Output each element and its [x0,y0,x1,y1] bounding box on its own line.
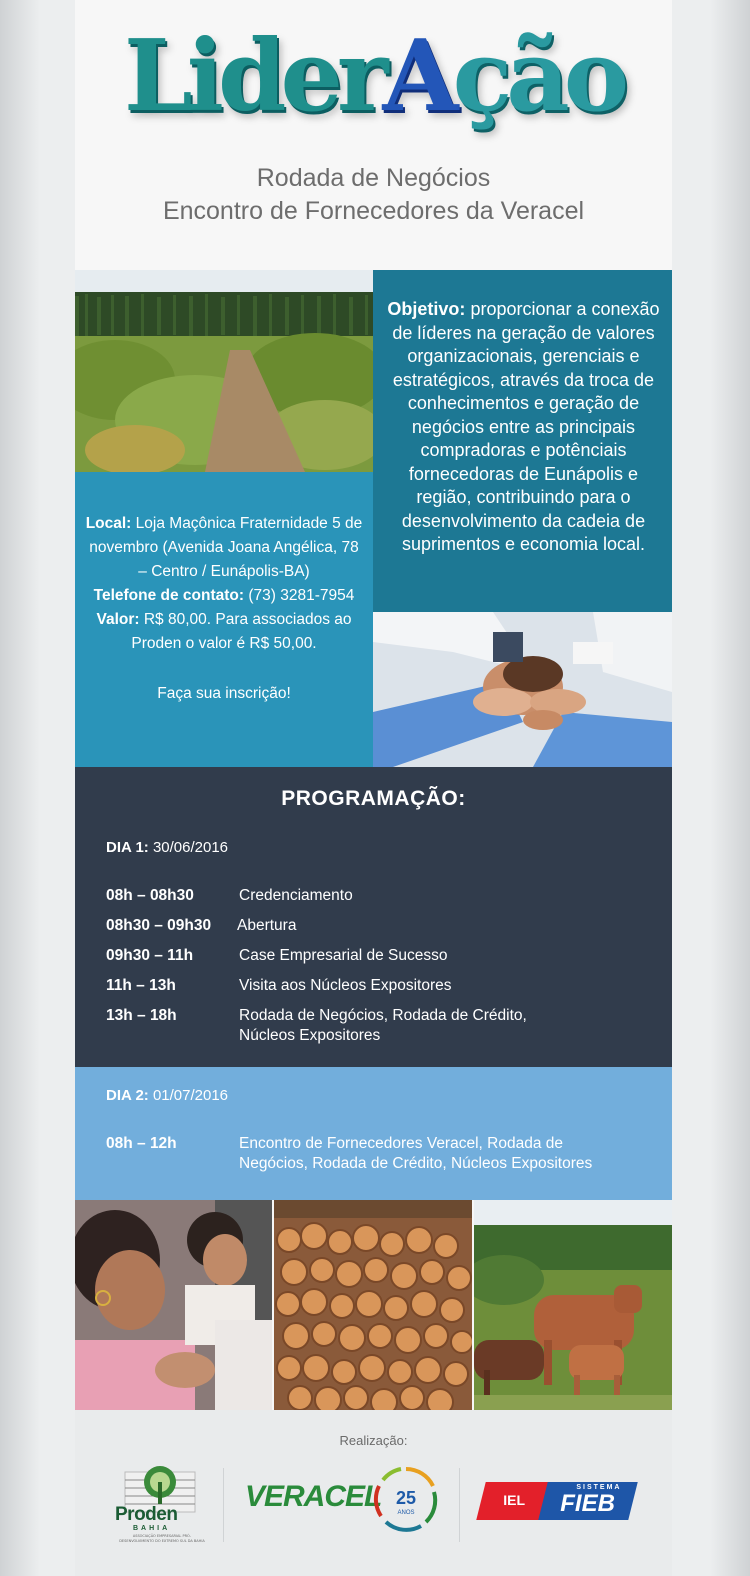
schedule-time: 08h – 08h30 [106,887,194,904]
schedule-time: 13h – 18h [106,1007,177,1024]
divider [223,1468,224,1542]
local-info-box [75,472,373,767]
day-2-date: 01/07/2016 [148,1087,229,1104]
flyer [75,0,672,1576]
phone-number: (73) 3281-7954 [244,587,355,604]
realizacao-label: Realização: [339,1433,408,1448]
subtitle-line-2: Encontro de Fornecedores da Veracel [162,197,585,225]
day-2-section [75,1067,672,1200]
schedule-time: 11h – 13h [106,977,176,994]
proden-tagline: ASSOCIAÇÃO EMPRESARIAL PRÓ-DESENVOLVIMENTO DO EXTREMO SUL DA BAHIA [119,1534,205,1543]
day-2-tag: DIA 2: [106,1087,149,1104]
day-1-date: 30/06/2016 [148,839,229,856]
fieb-block [538,1482,637,1520]
logo-part-1: Lider [123,19,383,134]
sistema-text: SISTEMA [576,1484,622,1491]
objetivo-text: proporcionar a conexão de líderes na geração de valores organizacionais, gerenciais e estratégicos, através da troca de conhecimentos e geração de negócios entre as principais compradoras e potênciais fornecedoras de Eunápolis e região, contribuindo para o desenvolvimento da cadeia de suprimentos e economia local. [392,299,660,554]
proden-region: BAHIA [133,1525,171,1532]
embroidery-women-photo [75,1200,272,1410]
schedule-desc: Visita aos Núcleos Expositores [239,977,452,994]
day-2-label [106,1087,228,1104]
veracel-wordmark: VERACEL [245,1480,382,1513]
objetivo-label: Objetivo: [387,299,466,319]
badge-text: ANOS [397,1510,415,1516]
proden-emblem-icon [115,1460,205,1545]
logo-part-3: ção [452,19,624,134]
footer [75,1410,672,1576]
objetivo-box [373,270,672,612]
local-address [83,512,365,584]
local-text: Loja Maçônica Fraternidade 5 de novembro (Avenida Joana Angélica, 78 – Centro / Eunápolis-BA) [89,515,363,580]
schedule-desc: Encontro de Fornecedores Veracel, Rodada de Negócios, Rodada de Crédito, Núcleos Expositores [239,1135,593,1172]
proden-wordmark: Proden [115,1504,178,1525]
badge-number: 25 [395,1488,417,1508]
price-line [83,608,365,656]
phone-label: Telefone de contato: [93,587,245,604]
schedule-desc: Abertura [237,917,297,934]
phone-line [83,584,365,608]
schedule-time: 09h30 – 11h [106,947,194,964]
price-text: R$ 80,00. Para associados ao Proden o valor é R$ 50,00. [131,611,352,652]
cattle-pasture-photo [474,1200,672,1410]
liderAcao-logo [75,12,672,142]
schedule-desc: Case Empresarial de Sucesso [239,947,448,964]
schedule-desc: Credenciamento [239,887,353,904]
iel-text: IEL [503,1492,526,1508]
price-label: Valor: [96,611,140,628]
logo-part-2: A [382,19,453,134]
schedule-time: 08h30 – 09h30 [106,917,212,934]
schedule-time: 08h – 12h [106,1135,177,1152]
programacao-section [75,767,672,1067]
veracel-25-anos-badge-icon [371,1464,441,1534]
hands-together-photo [373,612,672,767]
divider [459,1468,460,1542]
stacked-logs-photo [274,1200,472,1410]
header [75,0,672,270]
iel-fieb-logo [481,1482,633,1520]
programacao-title: PROGRAMAÇÃO: [281,787,466,810]
subtitle-line-1: Rodada de Negócios [256,164,491,192]
subtitle [75,162,672,228]
register-cta[interactable]: Faça sua inscrição! [157,685,291,702]
day-1-tag: DIA 1: [106,839,149,856]
schedule-desc: Rodada de Negócios, Rodada de Crédito, Núcleos Expositores [239,1007,527,1044]
eucalyptus-plantation-photo [75,270,373,472]
fieb-text: FIEB [560,1490,615,1517]
local-label: Local: [85,515,132,532]
day-1-label [106,839,228,856]
